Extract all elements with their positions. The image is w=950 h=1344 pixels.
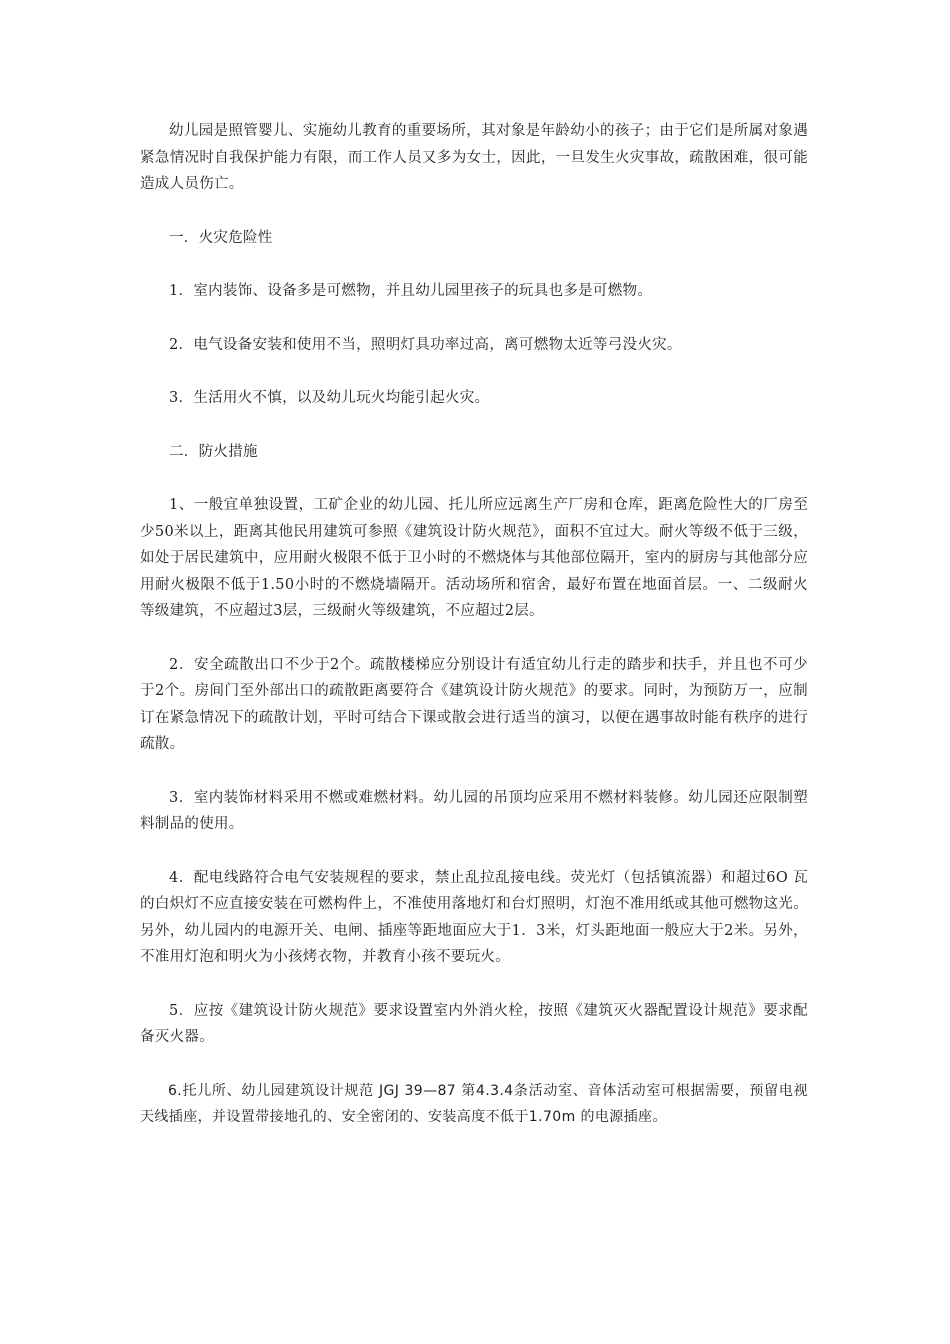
prevention-item-6: 6.托儿所、幼儿园建筑设计规范 JGJ 39—87 第4.3.4条活动室、音体活动室可根据需要，预留电视天线插座，并设置带接地孔的、安全密闭的、安装高度不低于1.70m 的电源插座。 xyxy=(140,1082,808,1125)
hazard-item-2: 2．电气设备安装和使用不当，照明灯具功率过高，离可燃物太近等弓没火灾。 xyxy=(169,336,682,353)
intro-paragraph: 幼儿园是照管婴儿、实施幼儿教育的重要场所，其对象是年龄幼小的孩子；由于它们是所属对象遇紧急情况时自我保护能力有限，而工作人员又多为女士，因此，一旦发生火灾事故，疏散困难，很可能造成人员伤亡。 xyxy=(140,123,808,192)
hazard-item-3: 3．生活用火不慎，以及幼儿玩火均能引起火灾。 xyxy=(169,390,490,406)
prevention-item-1: 1、一般宜单独设置，工矿企业的幼儿园、托儿所应远离生产厂房和仓库，距离危险性大的厂房至少50米以上，距离其他民用建筑可参照《建筑设计防火规范》，面积不宜过大。耐火等级不低于三级，如处于居民建筑中，应用耐火极限不低于卫小时的不燃烧体与其他部位隔开，室内的厨房与其他部分应用耐火极限不低于1.50小时的不燃烧墙隔开。活动场所和宿舍，最好布置在地面首层。一、二级耐火等级建筑，不应超过3层，三级耐火等级建筑，不应超过2层。 xyxy=(140,497,808,619)
section-heading-fire-prevention: 二．防火措施 xyxy=(169,443,258,460)
prevention-item-5: 5．应按《建筑设计防火规范》要求设置室内外消火栓，按照《建筑灭火器配置设计规范》要求配备灭火器。 xyxy=(140,1002,808,1045)
prevention-item-3: 3．室内装饰材料采用不燃或难燃材料。幼儿园的吊顶均应采用不燃材料装修。幼儿园还应限制塑料制品的使用。 xyxy=(140,789,808,832)
document-body xyxy=(140,118,808,1158)
section-heading-fire-hazards: 一．火灾危险性 xyxy=(169,229,273,246)
prevention-item-4: 4．配电线路符合电气安装规程的要求，禁止乱拉乱接电线。荧光灯（包括镇流器）和超过6O 瓦的白炽灯不应直接安装在可燃构件上，不准使用落地灯和台灯照明，灯泡不准用纸或其他可燃物这光。另外，幼儿园内的电源开关、电闸、插座等距地面应大于1．3米，灯头距地面一般应大于2米。另外，不准用灯泡和明火为小孩烤衣物，并教育小孩不要玩火。 xyxy=(140,869,808,965)
hazard-item-1: 1．室内装饰、设备多是可燃物，并且幼儿园里孩子的玩具也多是可燃物。 xyxy=(169,283,653,299)
prevention-item-2: 2．安全疏散出口不少于2个。疏散楼梯应分别设计有适宜幼儿行走的踏步和扶手，并且也不可少于2个。房间门至外部出口的疏散距离要符合《建筑设计防火规范》的要求。同时，为预防万一，应制订在紧急情况下的疏散计划，平时可结合下课或散会进行适当的演习，以便在遇事故时能有秩序的进行疏散。 xyxy=(140,656,808,752)
